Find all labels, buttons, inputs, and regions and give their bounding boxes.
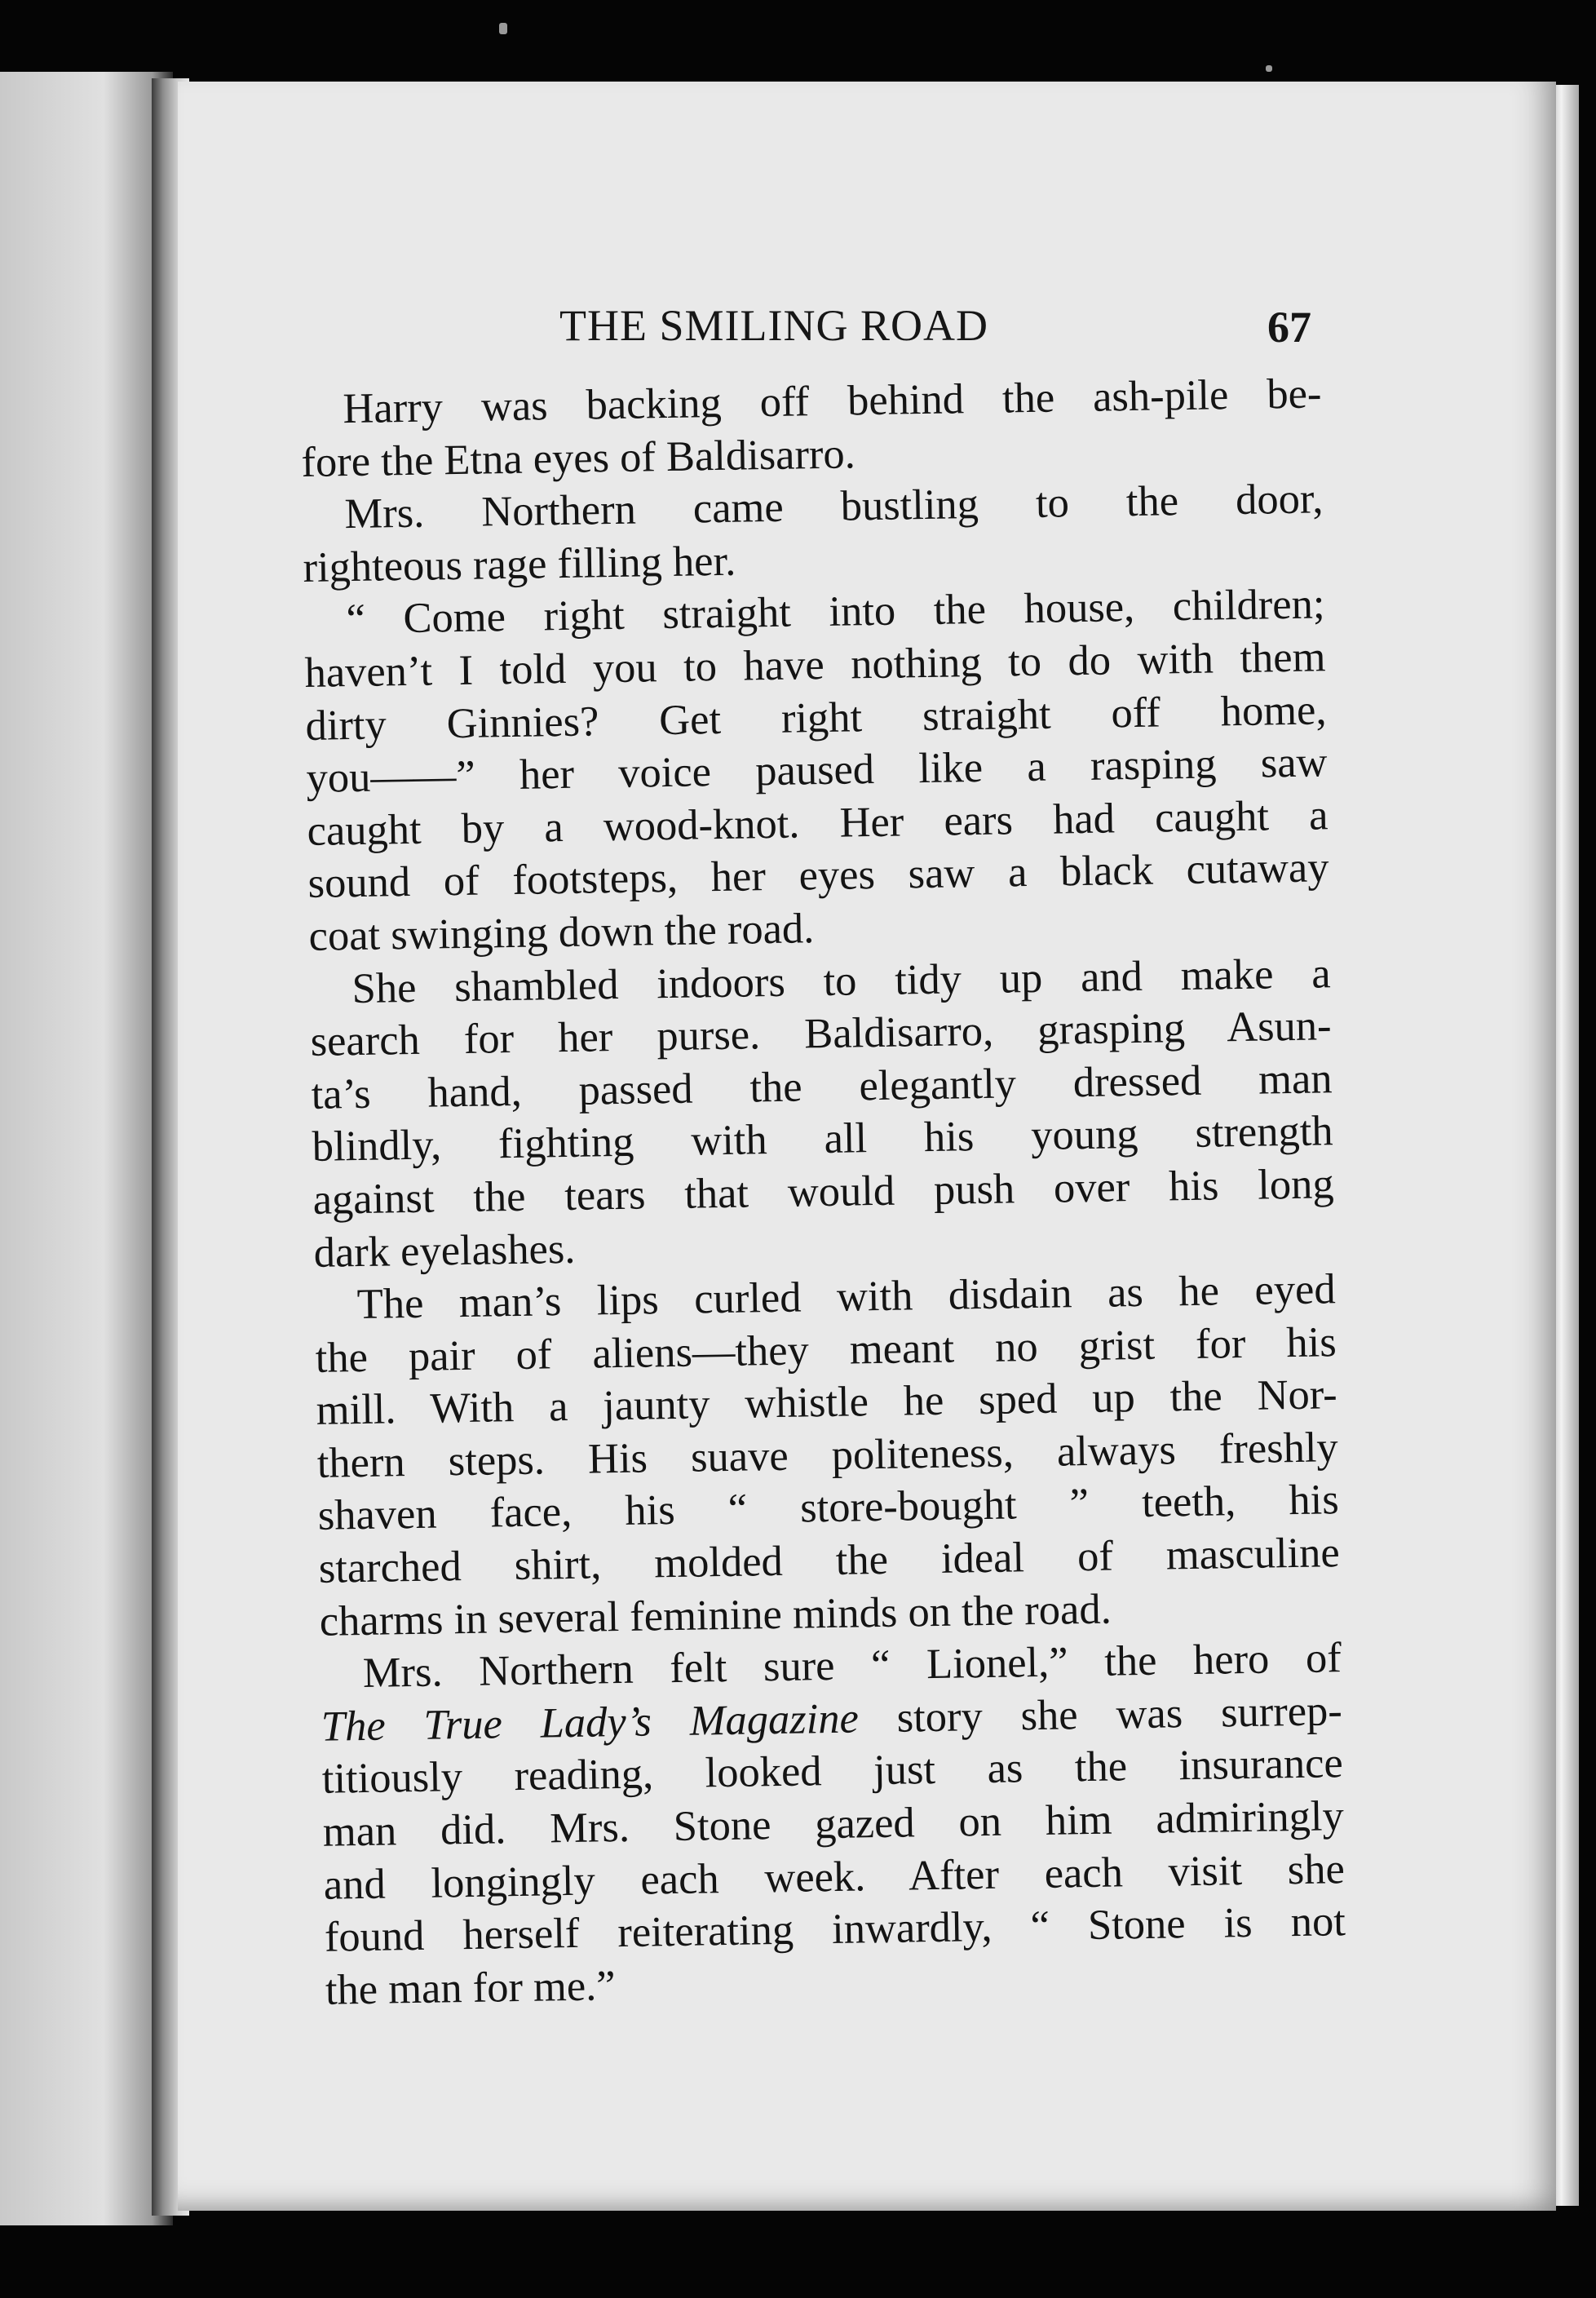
text-line: caught by a wood-knot. Her ears had caught a <box>307 791 1329 855</box>
text-line: found herself reiterating inwardly, “ Stone is not <box>324 1897 1346 1961</box>
scan-speck <box>499 23 507 34</box>
text-line: Mrs. Northern came bustling to the door, <box>344 475 1324 538</box>
text-line: dark eyelashes. <box>313 1224 576 1277</box>
text-line: dirty Ginnies? Get right straight off home, <box>305 685 1327 750</box>
text-line: you——” her voice paused like a rasping saw <box>306 738 1328 803</box>
scan-speck <box>1266 65 1272 72</box>
book-page <box>178 82 1556 2211</box>
text-line: thern steps. His suave politeness, always freshly <box>316 1424 1339 1487</box>
text-line: “ Come right straight into the house, children; <box>346 580 1325 644</box>
text-line: fore the Etna eyes of Baldisarro. <box>301 429 856 486</box>
text-line: haven’t I told you to have nothing to do with them <box>304 633 1326 697</box>
text-line: the pair of aliens—they meant no grist for his <box>315 1317 1337 1382</box>
text-line: She shambled indoors to tidy up and make a <box>351 949 1331 1012</box>
text-line: ta’s hand, passed the elegantly dressed man <box>311 1054 1333 1118</box>
text-line: Mrs. Northern felt sure “ Lionel,” the hero of <box>362 1634 1342 1698</box>
text-line: righteous rage filling her. <box>303 537 736 591</box>
text-line: titiously reading, looked just as the insurance <box>321 1739 1344 1804</box>
body-text <box>300 367 1346 2017</box>
running-head-title: THE SMILING ROAD <box>559 301 988 350</box>
text-line: sound of footsteps, her eyes saw a black cutaway <box>307 843 1329 908</box>
text-line: search for her purse. Baldisarro, grasping Asun- <box>310 1002 1332 1066</box>
text-line: Harry was backing off behind the ash-pile be- <box>343 370 1322 433</box>
text-line: mill. With a jaunty whistle he sped up the Nor- <box>316 1370 1338 1435</box>
left-page-edge <box>0 72 173 2225</box>
text-line-rest: story she was surrep- <box>858 1686 1343 1742</box>
running-head <box>178 300 1556 357</box>
text-line: and longingly each week. After each visit she <box>323 1844 1346 1909</box>
text-line: shaven face, his “ store-bought ” teeth, his <box>317 1476 1340 1540</box>
text-line: man did. Mrs. Stone gazed on him admiringly <box>322 1792 1345 1856</box>
text-line: the man for me.” <box>325 1961 617 2014</box>
text-line: against the tears that would push over his long <box>312 1160 1335 1224</box>
text-line: charms in several feminine minds on the road. <box>319 1585 1112 1645</box>
text-line: blindly, fighting with all his young strength <box>312 1107 1334 1171</box>
italic-title: The True Lady’s Magazine <box>321 1694 860 1751</box>
text-line: The man’s lips curled with disdain as he eyed <box>356 1265 1337 1329</box>
page-number: 67 <box>1267 303 1311 352</box>
text-line: coat swinging down the road. <box>308 905 815 960</box>
text-line: starched shirt, molded the ideal of masculine <box>318 1529 1341 1592</box>
